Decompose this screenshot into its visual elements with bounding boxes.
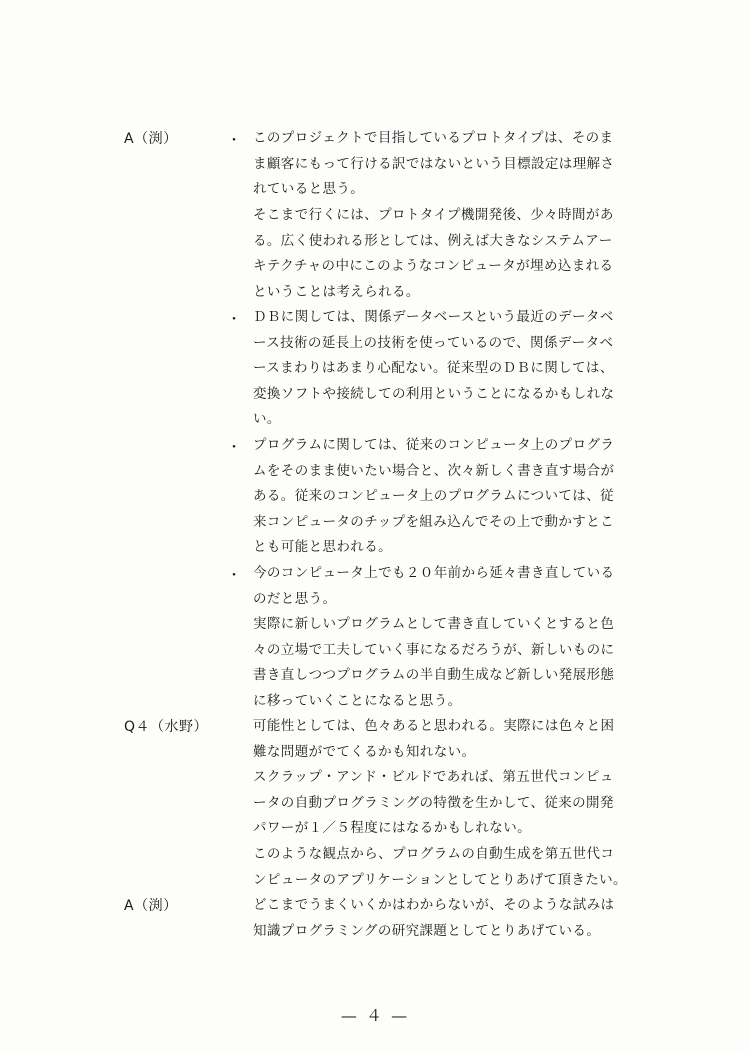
text-line: ータの自動プログラミングの特徴を生かして、従来の開発	[253, 794, 614, 811]
text-line: スクラップ・アンド・ビルドであれば、第五世代コンピュ	[253, 769, 614, 785]
paragraph-auto-generation-request	[253, 842, 627, 893]
text-line: ＤＢに関しては、関係データベースという最近のデータベ	[253, 309, 614, 325]
text-line: ース技術の延長上の技術を使っているので、関係データベ	[253, 334, 614, 351]
text-line: ある。従来のコンピュータ上のプログラムについては、従	[253, 488, 614, 505]
bullet-marker: ・	[227, 133, 241, 149]
speaker-label-a-1: A（渕）	[124, 131, 178, 147]
text-line: そこまで行くには、プロトタイプ機開発後、少々時間があ	[253, 207, 614, 223]
speaker-label-a-2: A（渕）	[124, 898, 178, 914]
paragraph-new-development	[253, 612, 623, 714]
text-line: のだと思う。	[253, 590, 337, 607]
text-line: 書き直しつつプログラムの半自動生成など新しい発展形態	[253, 667, 615, 684]
text-line: 来コンピュータのチップを組み込んでその上で動かすとこ	[253, 513, 614, 530]
paragraph-scrap-and-build	[253, 765, 623, 842]
text-line: このプロジェクトで目指しているプロトタイプは、そのま	[253, 130, 614, 146]
text-line: れていると思う。	[253, 181, 365, 198]
text-line: 変換ソフトや接続しての利用ということになるかもしれな	[253, 385, 615, 402]
text-line: 今のコンピュータ上でも２０年前から延々書き直している	[253, 565, 615, 581]
text-line: プログラムに関しては、従来のコンピュータ上のプログラ	[253, 437, 615, 453]
text-line: パワーが１／５程度にはなるかもしれない。	[253, 820, 531, 837]
text-line: ということは考えられる。	[253, 283, 420, 300]
text-line: い。	[253, 411, 281, 428]
paragraph-prototype-goal	[253, 126, 623, 203]
text-line: とも可能と思われる。	[253, 539, 392, 556]
paragraph-usage-form	[253, 203, 623, 305]
bullet-marker: ・	[227, 440, 241, 456]
paragraph-database	[253, 305, 623, 433]
bullet-marker: ・	[227, 568, 241, 584]
paragraph-rewriting	[253, 561, 623, 612]
text-line: に移っていくことになると思う。	[253, 692, 462, 709]
paragraph-programs	[253, 433, 623, 561]
bullet-marker: ・	[227, 312, 241, 328]
text-line: ムをそのまま使いたい場合と、次々新しく書き直す場合が	[253, 462, 615, 479]
text-line: 々の立場で工夫していく事になるだろうが、新しいものに	[253, 641, 615, 658]
speaker-label-q4: Q４（水野）	[124, 719, 209, 735]
text-line: 難な問題がでてくるかも知れない。	[253, 743, 476, 760]
page-number: — ４ —	[340, 1006, 410, 1025]
text-line: 知識プログラミングの研究課題としてとりあげている。	[253, 922, 601, 939]
text-line: ンピュータのアプリケーションとしてとりあげて頂きたい。	[253, 871, 627, 888]
text-line: ースまわりはあまり心配ない。従来型のＤＢに関しては、	[253, 360, 614, 377]
text-line: このような観点から、プログラムの自動生成を第五世代コ	[253, 846, 615, 862]
text-line: 可能性としては、色々あると思われる。実際には色々と困	[253, 718, 615, 734]
text-line: どこまでうまくいくかはわからないが、そのような試みは	[253, 897, 615, 913]
text-line: キテクチャの中にこのようなコンピュータが埋め込まれる	[253, 258, 614, 275]
text-line: ま顧客にもって行ける訳ではないという目標設定は理解さ	[253, 155, 615, 172]
paragraph-possibilities	[253, 714, 623, 765]
text-line: る。広く使われる形としては、例えば大きなシステムアー	[253, 232, 613, 249]
paragraph-knowledge-programming	[253, 893, 623, 944]
text-line: 実際に新しいプログラムとして書き直していくとすると色	[253, 616, 615, 632]
